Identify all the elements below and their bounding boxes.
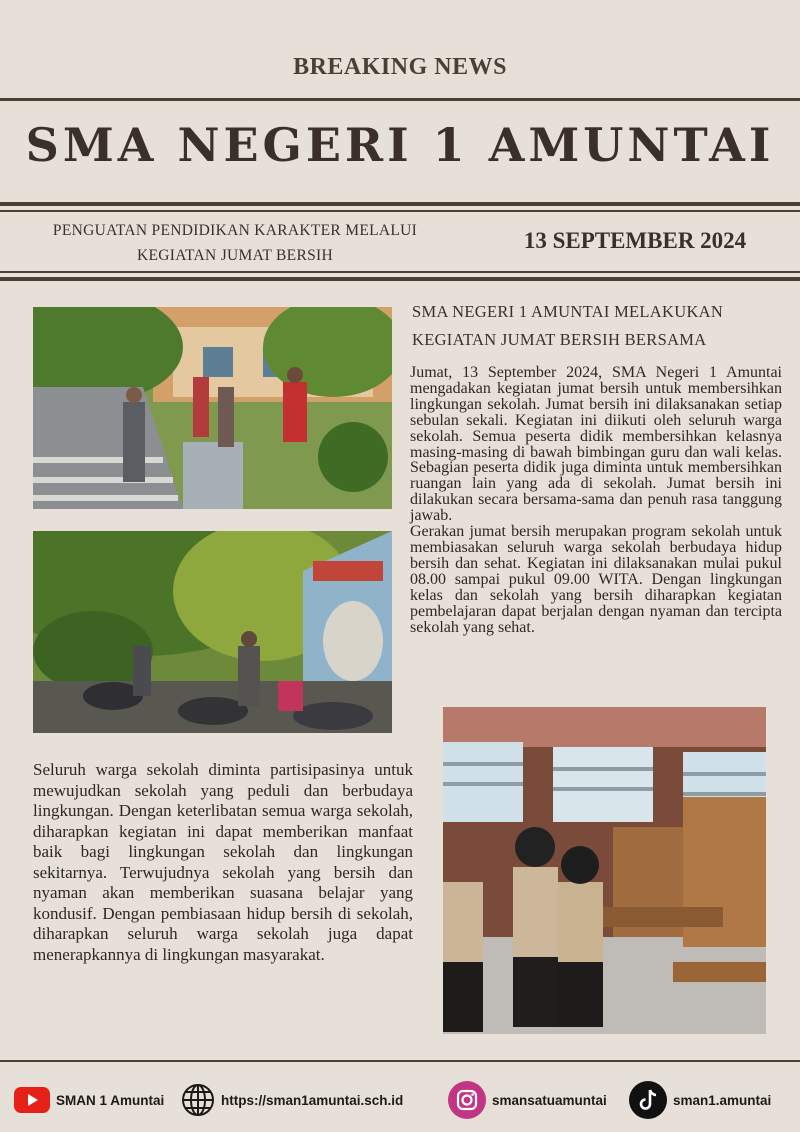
globe-icon	[181, 1083, 215, 1117]
issue-date: 13 SEPTEMBER 2024	[523, 228, 747, 253]
tiktok-link[interactable]	[629, 1081, 771, 1119]
instagram-icon	[448, 1081, 486, 1119]
tiktok-icon	[629, 1081, 667, 1119]
instagram-link[interactable]	[448, 1081, 607, 1119]
subtitle-line: KEGIATAN JUMAT BERSIH	[137, 247, 333, 264]
youtube-label: SMAN 1 Amuntai	[56, 1092, 165, 1108]
website-link[interactable]	[181, 1081, 403, 1119]
divider	[0, 98, 800, 101]
tiktok-label: sman1.amuntai	[673, 1092, 772, 1108]
subtitle-line: PENGUATAN PENDIDIKAN KARAKTER MELALUI	[52, 222, 418, 239]
masthead-title: SMA NEGERI 1 AMUNTAI	[25, 118, 775, 172]
article-body-right	[410, 365, 782, 635]
paragraph: Gerakan jumat bersih merupakan program sekolah untuk membiasakan seluruh warga sekolah berbudaya hidup bersih dan sehat. Kegiatan ini dilaksanakan mulai pukul 08.00 sampai pukul 09.00 WITA. Dengan lingkungan kelas dan sekolah yang bersih diharapkan kegiatan pembelajaran dapat berjalan dengan nyaman dan tercipta sekolah yang sehat.	[410, 523, 782, 636]
divider	[0, 210, 800, 212]
headline-line: SMA NEGERI 1 AMUNTAI MELAKUKAN	[412, 302, 724, 321]
photo-street-cleaning	[33, 307, 392, 509]
website-label: https://sman1amuntai.sch.id	[221, 1092, 404, 1108]
kicker: BREAKING NEWS	[293, 54, 507, 80]
youtube-icon	[14, 1087, 50, 1113]
article-headline	[412, 298, 792, 354]
paragraph: Jumat, 13 September 2024, SMA Negeri 1 Amuntai mengadakan kegiatan jumat bersih untuk membersihkan lingkungan sekolah. Jumat bersih ini dilaksanakan setiap sebulan sekali. Kegiatan ini diikuti oleh seluruh warga sekolah. Semua peserta didik membersihkan kelasnya masing-masing di bawah bimbingan guru dan wali kelas. Sebagian peserta didik juga diminta untuk membersihkan ruangan lain yang ada di sekolah. Jumat bersih ini dilakukan secara bersama-sama dan penuh rasa tanggung jawab.	[410, 364, 782, 525]
headline-line: KEGIATAN JUMAT BERSIH BERSAMA	[412, 330, 707, 349]
article-body-left	[33, 760, 413, 965]
divider	[0, 277, 800, 281]
paragraph: Seluruh warga sekolah diminta partisipasinya untuk mewujudkan sekolah yang peduli dan berbudaya lingkungan. Dengan keterlibatan semua warga sekolah, diharapkan kegiatan ini dapat memberikan manfaat baik bagi lingkungan sekolah dan lingkungan sekitarnya. Terwujudnya sekolah yang bersih dan nyaman akan memberikan suasana belajar yang kondusif. Dengan pembiasaan hidup bersih di sekolah, diharapkan seluruh warga sekolah juga dapat menerapkannya di lingkungan masyarakat.	[33, 760, 413, 964]
youtube-link[interactable]	[14, 1081, 164, 1119]
divider	[0, 271, 800, 273]
footer-social-links	[0, 1078, 800, 1122]
photo-classroom-cleaning	[443, 707, 766, 1034]
subtitle	[10, 218, 460, 268]
instagram-label: smansatuamuntai	[492, 1092, 607, 1108]
divider	[0, 202, 800, 206]
divider	[0, 1060, 800, 1062]
photo-yard-cleaning	[33, 531, 392, 733]
